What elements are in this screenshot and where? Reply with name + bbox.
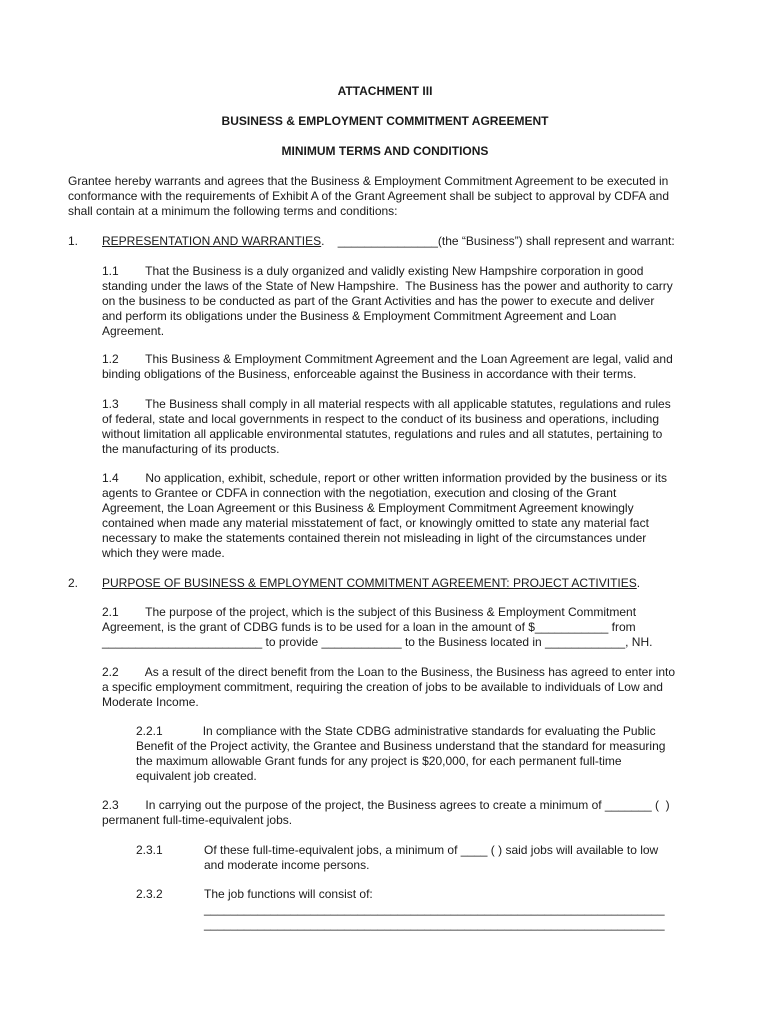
paragraph-2-2 [102,665,675,710]
section-2-heading-tail: . [636,576,641,590]
paragraph-line: Benefit of the Project activity, the Grantee and Business understand that the standard for measuring [136,739,666,753]
paragraph-line: without limitation all applicable environmental statutes, regulations and rules and all statutes, pertaining to [102,427,663,441]
paragraph-line: 2.1 The purpose of the project, which is the subject of this Business & Employment Commitment [102,605,637,619]
paragraph-line: 1.2 This Business & Employment Commitment Agreement and the Loan Agreement are legal, valid and [102,352,673,366]
paragraph-line: 2.2.1 In compliance with the State CDBG administrative standards for evaluating the Public [136,724,656,738]
document-subtitle: MINIMUM TERMS AND CONDITIONS [281,144,489,158]
paragraph-line: 2.3 In carrying out the purpose of the project, the Business agrees to create a minimum of _______ ( ) [102,798,670,812]
section-1-heading-text: REPRESENTATION AND WARRANTIES [102,234,322,248]
paragraph-line: which they were made. [102,546,225,560]
paragraph-line: Agreement, is the grant of CDBG funds is to be used for a loan in the amount of $___________ from [102,620,636,634]
paragraph-line: Agreement. [102,324,165,338]
paragraph-line: 1.3 The Business shall comply in all material respects with all applicable statutes, regulations and rules [102,397,671,411]
paragraph-2-3-1-number: 2.3.1 [136,843,163,857]
paragraph-line: and moderate income persons. [204,858,370,872]
paragraph-line: permanent full-time-equivalent jobs. [102,813,293,827]
paragraph-line: agents to Grantee or CDFA in connection with the negotiation, execution and closing of the Grant [102,486,617,500]
paragraph-line: necessary to make the statements contained therein not misleading in light of the circumstances under [102,531,647,545]
paragraph-line: the manufacturing of its products. [102,442,280,456]
intro-line: Grantee hereby warrants and agrees that the Business & Employment Commitment Agreement to be executed in [68,174,669,188]
section-1-heading [102,234,675,249]
section-2-heading-text: PURPOSE OF BUSINESS & EMPLOYMENT COMMITMENT AGREEMENT: PROJECT ACTIVITIES [102,576,637,590]
paragraph-line: ________________________ to provide ____________ to the Business located in ____________, NH. [102,635,653,649]
paragraph-line: equivalent job created. [136,769,257,783]
paragraph-1-3 [102,397,671,457]
paragraph-line: the maximum allowable Grant funds for any project is $20,000, for each permanent full-time [136,754,622,768]
paragraph-line: Agreement, the Loan Agreement or this Business & Employment Commitment Agreement knowingly [102,501,634,515]
paragraph-line: Moderate Income. [102,695,199,709]
paragraph-1-2 [102,352,673,382]
blank-fill-line: _____________________________________________________________________ [204,902,665,916]
paragraph-2-3-2 [204,887,665,932]
paragraph-line: 1.4 No application, exhibit, schedule, report or other written information provided by the business or its [102,471,667,485]
paragraph-line: Of these full-time-equivalent jobs, a minimum of ____ ( ) said jobs will available to low [204,843,659,857]
paragraph-line: The job functions will consist of: [204,887,373,901]
section-1-number: 1. [68,234,79,248]
paragraph-1-4 [102,471,667,561]
paragraph-line: 2.2 As a result of the direct benefit from the Loan to the Business, the Business has agreed to enter into [102,665,676,679]
blank-fill-line: _____________________________________________________________________ [204,917,665,931]
intro-line: conformance with the requirements of Exhibit A of the Grant Agreement shall be subject to approval by CDFA and [68,189,670,203]
paragraph-2-2-1 [136,724,665,784]
intro-paragraph [68,174,669,219]
paragraph-2-3-1 [204,843,658,873]
paragraph-line: binding obligations of the Business, enforceable against the Business in accordance with their terms. [102,367,637,381]
intro-line: shall contain at a minimum the following terms and conditions: [68,204,398,218]
paragraph-line: of federal, state and local governments in respect to the conduct of its business and operations, including [102,412,660,426]
document-title: BUSINESS & EMPLOYMENT COMMITMENT AGREEMENT [221,114,549,128]
paragraph-line: on the business to be conducted as part of the Grant Activities and has the power to execute and deliver [102,294,655,308]
paragraph-2-1 [102,605,652,650]
attachment-heading: ATTACHMENT III [337,84,433,98]
section-1-heading-tail: . _______________(the “Business”) shall represent and warrant: [321,234,675,248]
section-2-heading [102,576,640,591]
paragraph-line: and perform its obligations under the Business & Employment Commitment Agreement and Loan [102,309,617,323]
paragraph-2-3 [102,798,670,828]
paragraph-line: 1.1 That the Business is a duly organized and validly existing New Hampshire corporation in good [102,264,644,278]
section-2-number: 2. [68,576,79,590]
paragraph-line: standing under the laws of the State of New Hampshire. The Business has the power and authority to carry [102,279,673,293]
paragraph-line: a specific employment commitment, requiring the creation of jobs to be available to individuals of Low and [102,680,663,694]
paragraph-line: contained when made any material misstatement of fact, or knowingly omitted to state any material fact [102,516,649,530]
paragraph-1-1 [102,264,673,339]
paragraph-2-3-2-number: 2.3.2 [136,887,163,901]
